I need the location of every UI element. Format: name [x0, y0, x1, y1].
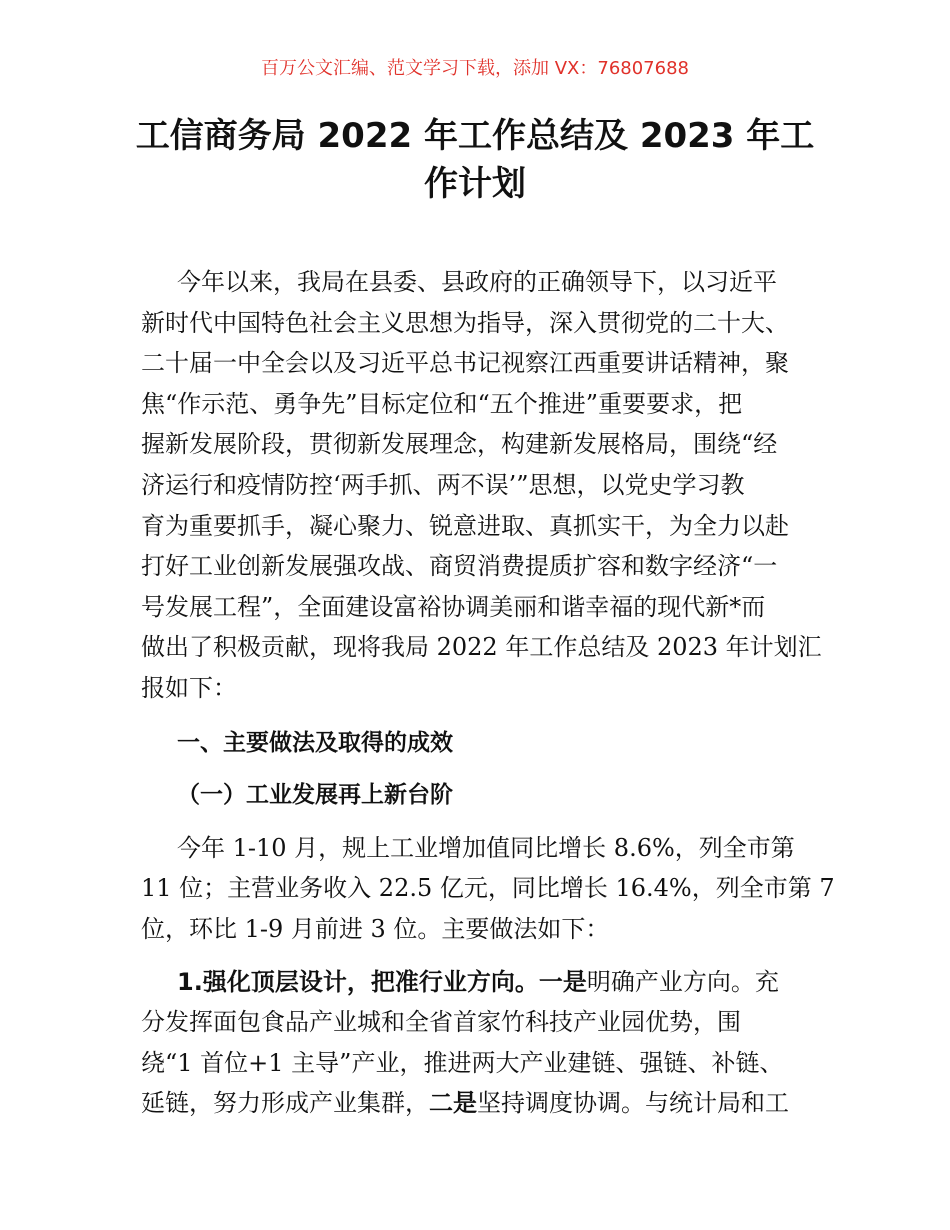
text-line — [141, 1083, 813, 1124]
text-line: 报如下： — [141, 673, 237, 702]
title-line-2: 作计划 — [424, 164, 526, 204]
text-line: 位，环比 1-9 月前进 3 位。主要做法如下： — [141, 914, 610, 943]
text-line: 分发挥面包食品产业城和全省首家竹科技产业园优势，围 — [141, 1008, 741, 1037]
page-title — [120, 112, 830, 208]
text-line: 育为重要抓手，凝心聚力、锐意进取、真抓实干，为全力以赴 — [141, 511, 789, 540]
document-body — [141, 262, 835, 1124]
item-text: 明确产业方向。充 — [586, 967, 779, 996]
text-line: 焦“作示范、勇争先”目标定位和“五个推进”重要要求，把 — [141, 389, 743, 418]
item-text: 延链，努力形成产业集群， — [141, 1089, 429, 1118]
text-line: 今年 1-10 月，规上工业增加值同比增长 8.6%，列全市第 — [177, 833, 795, 862]
item-text: 坚持调度协调。与统计局和工 — [477, 1089, 789, 1118]
section-heading: 一、主要做法及取得的成效 — [177, 729, 453, 756]
text-line — [141, 962, 813, 1003]
download-banner: 百万公文汇编、范文学习下载，添加 VX：76807688 — [261, 58, 689, 79]
item-paragraph — [141, 962, 813, 1124]
text-line: 今年以来，我局在县委、县政府的正确领导下，以习近平 — [177, 268, 777, 296]
intro-paragraph — [141, 262, 822, 709]
text-line: 号发展工程”，全面建设富裕协调美丽和谐幸福的现代新*而 — [141, 592, 766, 621]
title-line-1: 工信商务局 2022 年工作总结及 2023 年工 — [135, 116, 815, 156]
text-line: 做出了积极贡献，现将我局 2022 年工作总结及 2023 年计划汇 — [141, 633, 822, 662]
text-line: 握新发展阶段，贯彻新发展理念，构建新发展格局，围绕“经 — [141, 430, 778, 459]
industry-paragraph — [141, 828, 835, 950]
text-line: 11 位；主营业务收入 22.5 亿元，同比增长 16.4%，列全市第 7 — [141, 874, 835, 903]
text-line: 济运行和疫情防控‘两手抓、两不误’”思想，以党史学习教 — [141, 470, 745, 499]
subsection-heading: （一）工业发展再上新台阶 — [177, 782, 453, 809]
text-line: 二十届一中全会以及习近平总书记视察江西重要讲话精神，聚 — [141, 349, 789, 378]
text-line: 绕“1 首位+1 主导”产业，推进两大产业建链、强链、补链、 — [141, 1048, 784, 1077]
text-line: 新时代中国特色社会主义思想为指导，深入贯彻党的二十大、 — [141, 308, 789, 337]
item-emphasis: 二是 — [429, 1089, 477, 1118]
item-lead: 1.强化顶层设计，把准行业方向。一是 — [177, 967, 587, 996]
text-line: 打好工业创新发展强攻战、商贸消费提质扩容和数字经济“一 — [141, 552, 778, 581]
